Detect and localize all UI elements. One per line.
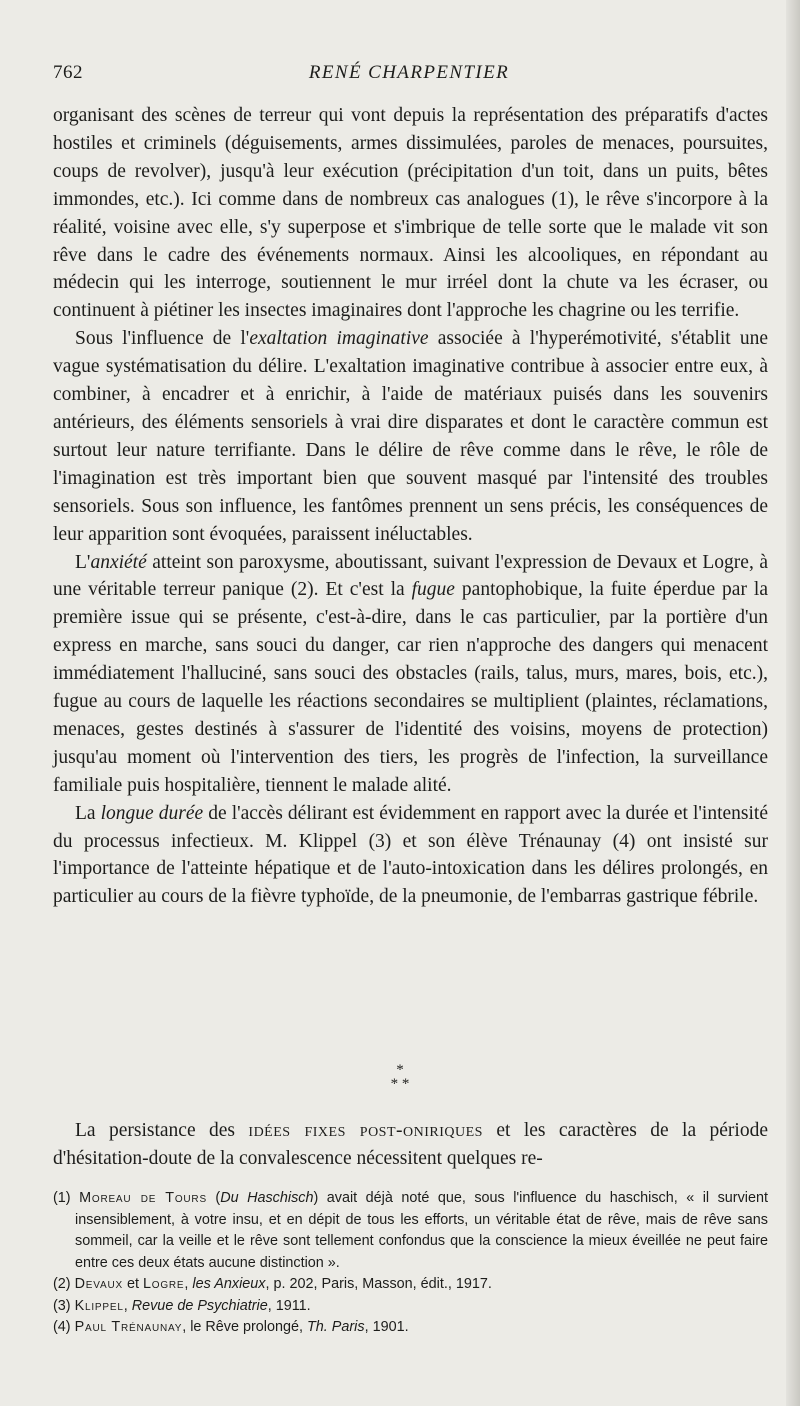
footnote-3-sep: ,: [123, 1297, 132, 1314]
footnote-2-title: les Anxieux: [192, 1276, 266, 1292]
paragraph-5-text: et les caractères de la période d'hésitation-doute de la convalescence nécessitent quelques re-: [53, 1120, 768, 1169]
paragraph-2: [53, 325, 768, 548]
footnote-2-sep: ,: [184, 1276, 193, 1292]
paragraph-2-lead: Sous l'influence de l': [75, 328, 250, 350]
paragraph-4-lead: La: [75, 802, 101, 824]
footnote-4: [53, 1317, 768, 1339]
body-text: [53, 102, 768, 911]
paragraph-4: [53, 800, 768, 912]
footnote-1-paren: (: [206, 1190, 221, 1206]
running-head: RENÉ CHARPENTIER: [308, 62, 510, 83]
page-header: [53, 62, 765, 90]
paragraph-1: [53, 102, 768, 325]
paragraph-3-text: pantophobique, la fuite éperdue par la première issue qui se présente, c'est-à-dire, dans le cas particulier, par la portière d'un express en marche, sans souci du danger, car rien n'approche des dangers qui menacent immédiatement l'halluciné, sans souci des obstacles (rails, talus, murs, mares, bois, etc.), fugue au cours de laquelle les réactions secondaires se multiplient (plaintes, réclamations, menaces, gestes destinés à s'assurer de l'identité des voisins, moyens de protection) jusqu'au moment où l'intervention des tiers, les progrès de l'infection, la surveillance familiale puis hospitalière, tiennent le malade alité.: [53, 579, 768, 796]
footnote-3-text: , 1911.: [267, 1297, 311, 1314]
footnote-1-number: (1): [53, 1190, 80, 1206]
footnote-4-author: Paul Trénaunay: [74, 1319, 183, 1335]
paragraph-1-text: organisant des scènes de terreur qui vont depuis la représentation des préparatifs d'actes hostiles et criminels (déguisements, armes dissimulées, paroles de menaces, poursuites, coups de revolver), jusqu'à leur exécution (précipitation d'un toit, dans un puits, bêtes immondes, etc.). Ici comme dans de nombreux cas analogues (1), le rêve s'incorpore à la réalité, voisine avec elle, s'y superpose et s'imbrique de telle sorte que le malade vit son rêve dans le cadre des événements normaux. Ainsi les alcooliques, en répondant au médecin qui les interroge, soutiennent le mur irréel dont la chute va les écraser, ou continuent à piétiner les insectes imaginaires dont l'approche les chagrine ou les terrifie.: [53, 105, 768, 322]
section-asterism: [0, 1063, 800, 1091]
footnote-3-title: Revue de Psychiatrie: [131, 1297, 268, 1314]
closing-text: [53, 1117, 768, 1173]
footnote-1-title: Du Haschisch: [220, 1190, 314, 1206]
footnote-1: [53, 1188, 768, 1274]
paragraph-2-emphasis: exaltation imaginative: [249, 328, 429, 350]
paragraph-3: [53, 549, 768, 800]
footnote-4-text: , 1901.: [364, 1319, 409, 1335]
paragraph-3-mid: atteint son paroxysme, aboutissant, suivant l'expression de Devaux et Logre, à une véritable terreur panique (2). Et c'est la: [53, 551, 768, 601]
paragraph-3-emphasis-2: fugue: [411, 579, 455, 601]
footnote-2-number: (2): [53, 1276, 75, 1292]
footnote-3-number: (3): [53, 1297, 75, 1314]
footnote-2: [53, 1274, 768, 1296]
footnote-4-title: Th. Paris: [307, 1319, 365, 1335]
asterism-top: *: [396, 1062, 404, 1078]
footnote-4-mid: , le Rêve prolongé,: [182, 1319, 307, 1335]
footnote-2-author: Devaux: [74, 1276, 123, 1292]
page-edge-shadow: [786, 0, 800, 1406]
footnote-1-author: Moreau de Tours: [79, 1190, 207, 1206]
page-number: 762: [53, 62, 83, 83]
paragraph-5: [53, 1117, 768, 1173]
paragraph-2-text: associée à l'hyperémotivité, s'établit une vague systématisation du délire. L'exaltation imaginative contribue à associer entre eux, à combiner, à encadrer et à enrichir, à l'aide de matériaux puisés dans les souvenirs antérieurs, des éléments sensoriels à vrai dire disparates et dont le caractère commun est surtout leur nature terrifiante. Dans le délire de rêve comme dans le rêve, le rôle de l'imagination est très important bien que souvent masqué par l'intensité des troubles sensoriels. Sous son influence, les fantômes prennent un sens précis, les conséquences de leur apparition sont évoquées, paraissent inéluctables.: [53, 328, 769, 545]
paragraph-4-text: de l'accès délirant est évidemment en rapport avec la durée et l'intensité du processus infectieux. M. Klippel (3) et son élève Trénaunay (4) ont insisté sur l'importance de l'atteinte hépatique et de l'auto-intoxication dans les délires prolongés, en particulier au cours de la fièvre typhoïde, de la pneumonie, de l'embarras gastrique fébrile.: [53, 802, 768, 908]
footnote-4-number: (4): [53, 1319, 75, 1335]
footnote-2-author-2: Logre: [142, 1276, 185, 1292]
footnote-3: [53, 1296, 768, 1318]
footnotes: [53, 1188, 768, 1339]
footnote-1-text: ) avait déjà noté que, sous l'influence du haschisch, « il survient insensiblement, à votre insu, et en dépit de tous les efforts, un véritable état de rêve, mais de rêve sans sommeil, car la veille et le rêve sont tellement confondus que la conscience la mieux éveillée ne peut faire entre ces deux états aucune distinction ».: [75, 1190, 768, 1271]
paragraph-3-emphasis: anxiété: [90, 551, 147, 573]
paragraph-5-lead: La persistance des: [75, 1120, 249, 1141]
paragraph-5-small-caps: idées fixes post-oniriques: [248, 1120, 483, 1141]
footnote-2-and: et: [122, 1276, 143, 1292]
paragraph-4-emphasis: longue durée: [100, 802, 204, 824]
paragraph-3-lead: L': [75, 551, 91, 573]
footnote-3-author: Klippel: [74, 1297, 124, 1314]
asterism-bottom: * *: [390, 1076, 410, 1092]
footnote-2-text: , p. 202, Paris, Masson, édit., 1917.: [265, 1276, 492, 1292]
